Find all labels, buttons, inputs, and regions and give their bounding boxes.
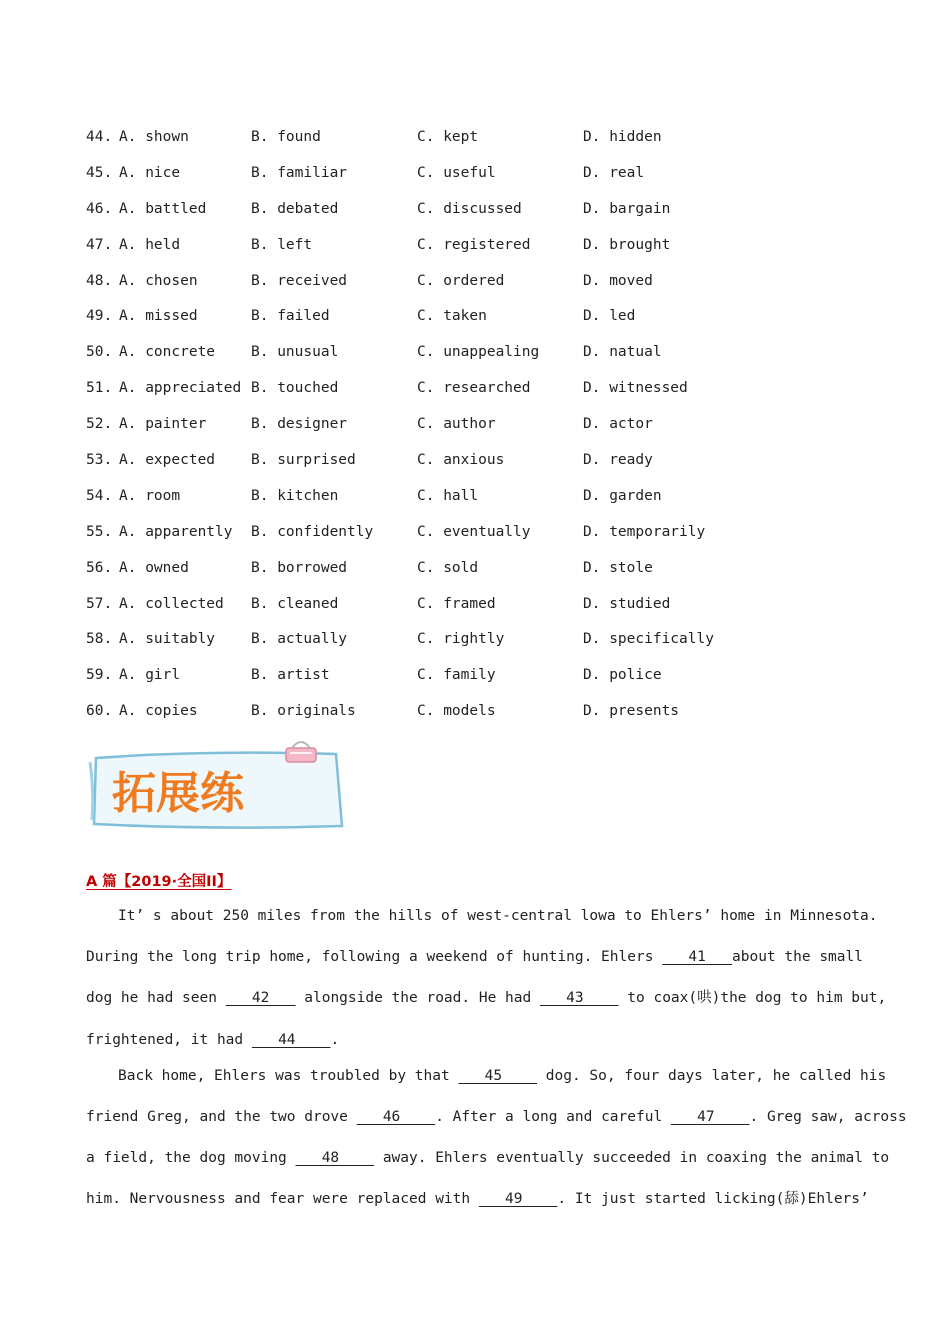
passage-line [86,1104,907,1145]
blank-41: 41 [662,949,733,966]
option-a: A. nice [119,164,181,181]
question-number: 44. [86,129,113,145]
blank-47: 47 [670,1108,750,1125]
option-b: B. received [251,272,348,289]
option-c: C. models [417,703,496,720]
option-a: A. battled [119,200,207,217]
option-d: D. brought [583,236,671,253]
option-d: D. witnessed [583,380,688,397]
option-d: D. studied [583,595,671,612]
question-number: 50. [86,344,113,361]
option-c: C. useful [417,164,496,181]
passage-text: about the small [732,949,863,966]
binder-clip-icon [286,742,316,762]
option-c: C. researched [417,380,531,397]
passage-line [86,1027,866,1063]
option-d: D. garden [583,487,662,504]
option-c: C. family [417,667,496,684]
option-b: B. familiar [251,164,348,181]
option-c: C. kept [417,129,479,145]
passage-text: alongside the road. He had [295,990,540,1007]
option-d: D. led [583,308,636,325]
option-c: C. anxious [417,452,505,469]
option-c: C. taken [417,308,487,325]
passage-text: . [330,1031,340,1048]
option-a: A. collected [119,595,224,612]
passage-line [86,1186,869,1227]
option-c: C. rightly [417,631,505,648]
option-c: C. registered [417,236,531,253]
question-number: 60. [86,703,113,720]
option-a: A. chosen [119,272,198,289]
option-b: B. cleaned [251,595,339,612]
blank-49: 49 [478,1191,558,1208]
passage-line [86,903,878,944]
question-number: 45. [86,164,113,181]
option-d: D. hidden [583,129,662,145]
option-a: A. concrete [119,344,216,361]
blank-48: 48 [295,1149,375,1166]
passage-text: to coax(哄)the dog to him but, [618,990,887,1007]
extension-practice-banner [86,740,348,832]
option-c: C. hall [417,487,479,504]
blank-44: 44 [251,1031,331,1048]
question-number: 57. [86,595,113,612]
option-a: A. apparently [119,523,233,540]
passage-text: During the long trip home, following a weekend of hunting. Ehlers [86,949,663,966]
passage-text: away. Ehlers eventually succeeded in coaxing the animal to [374,1149,890,1166]
question-number: 48. [86,272,113,289]
question-number: 52. [86,416,113,433]
option-a: A. suitably [119,631,216,648]
banner-graphic [86,740,348,832]
option-c: C. unappealing [417,344,540,361]
option-a: A. shown [119,129,189,145]
question-number: 58. [86,631,113,648]
option-b: B. left [251,236,313,253]
option-b: B. artist [251,667,330,684]
option-c: C. ordered [417,272,505,289]
option-d: D. temporarily [583,523,706,540]
option-b: B. touched [251,380,339,397]
option-a: A. expected [119,452,216,469]
question-number: 56. [86,559,113,576]
option-a: A. copies [119,703,198,720]
blank-46: 46 [356,1108,436,1125]
passage-line [86,1145,890,1186]
option-b: B. found [251,129,321,145]
passage-text: . Greg saw, across [749,1108,907,1125]
option-b: B. confidently [251,523,374,540]
option-b: B. designer [251,416,348,433]
option-d: D. specifically [583,631,714,648]
option-b: B. borrowed [251,559,348,576]
option-a: A. girl [119,667,181,684]
question-number: 55. [86,523,113,540]
option-a: A. owned [119,559,189,576]
passage-text: a field, the dog moving [86,1149,296,1166]
section-heading [86,870,231,891]
option-b: B. debated [251,200,339,217]
passage-line [86,944,866,985]
option-c: C. discussed [417,200,522,217]
passage-text: It’ s about 250 miles from the hills of west-central lowa to Ehlers’ home in Minnesota. [118,908,878,924]
passage-text: . It just started licking(舔)Ehlers’ [557,1191,869,1208]
option-b: B. failed [251,308,330,325]
option-c: C. author [417,416,496,433]
option-c: C. sold [417,559,479,576]
option-d: D. presents [583,703,680,720]
passage-text: . After a long and careful [435,1108,671,1125]
banner-title: 拓展练 [112,768,244,819]
option-b: B. kitchen [251,487,339,504]
option-d: D. moved [583,272,653,289]
question-number: 47. [86,236,113,253]
option-d: D. natual [583,344,662,361]
option-b: B. surprised [251,452,356,469]
question-number: 46. [86,200,113,217]
question-number: 54. [86,487,113,504]
option-b: B. originals [251,703,356,720]
option-d: D. stole [583,559,653,576]
option-b: B. actually [251,631,348,648]
option-a: A. room [119,487,181,504]
passage-text: friend Greg, and the two drove [86,1108,357,1125]
passage [86,903,907,1227]
question-number: 53. [86,452,113,469]
option-b: B. unusual [251,344,339,361]
section-source: 【2019·全国II】 [116,874,232,890]
banner-edge-stroke [90,762,93,820]
passage-text: Back home, Ehlers was troubled by that [118,1067,459,1084]
passage-text: dog he had seen [86,990,226,1007]
question-number: 51. [86,380,113,397]
question-number: 49. [86,308,113,325]
option-c: C. framed [417,595,496,612]
blank-45: 45 [458,1067,538,1084]
option-a: A. missed [119,308,198,325]
passage-line [86,1063,887,1104]
option-c: C. eventually [417,523,531,540]
option-d: D. real [583,164,645,181]
passage-line [86,985,887,1026]
option-d: D. actor [583,416,653,433]
section-label: A 篇 [86,874,117,890]
blank-42: 42 [225,990,296,1007]
passage-text: dog. So, four days later, he called his [537,1067,887,1084]
option-a: A. appreciated [119,380,242,397]
question-number: 59. [86,667,113,684]
option-d: D. police [583,667,662,684]
option-a: A. held [119,236,181,253]
passage-text: him. Nervousness and fear were replaced with [86,1191,479,1208]
option-a: A. painter [119,416,207,433]
option-d: D. ready [583,452,653,469]
blank-43: 43 [539,990,619,1007]
passage-text: frightened, it had [86,1031,252,1048]
option-d: D. bargain [583,200,671,217]
